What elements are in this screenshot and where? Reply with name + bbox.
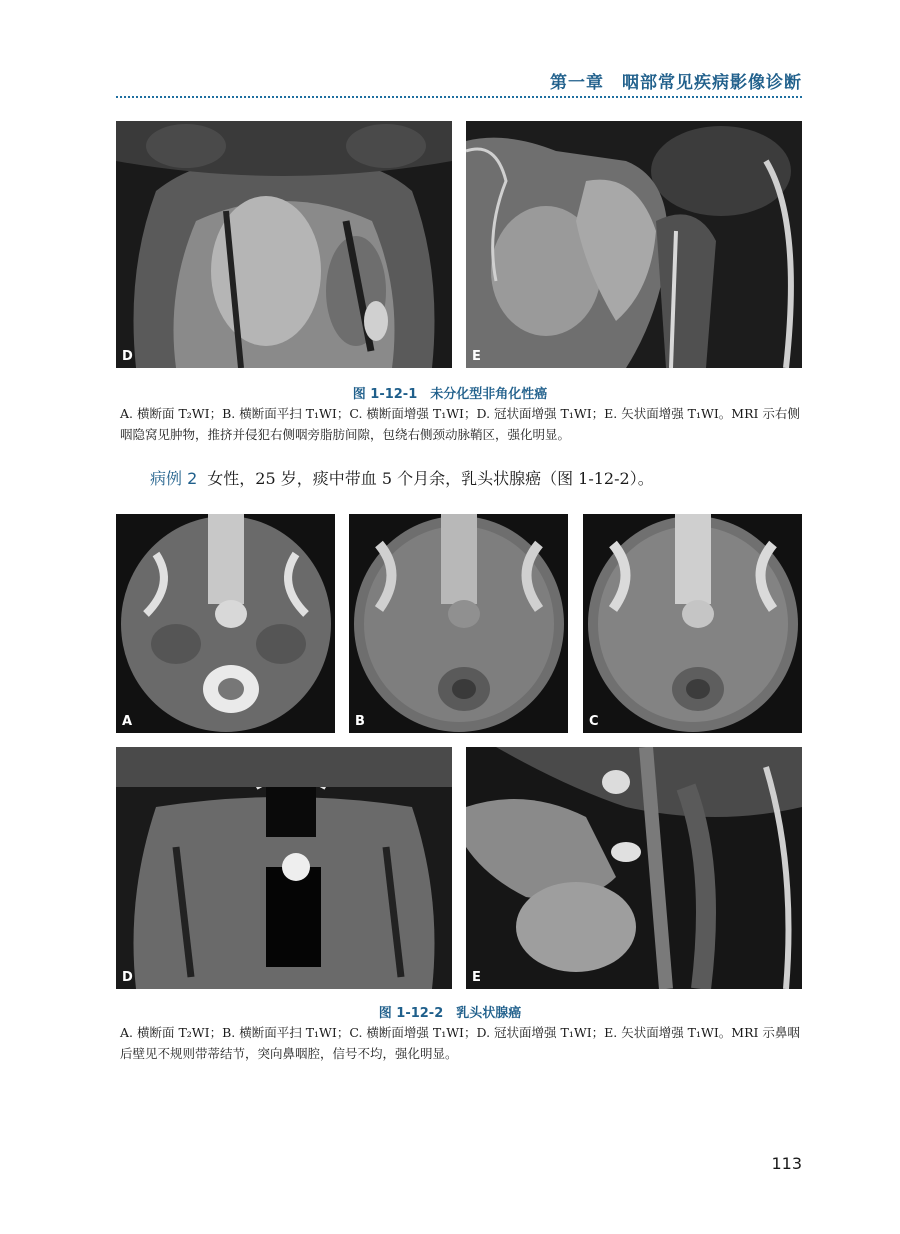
panel-label: D [122, 349, 133, 364]
case-description [150, 466, 654, 489]
case-text: 女性，25 岁，痰中带血 5 个月余，乳头状腺癌（图 1-12-2）。 [207, 469, 654, 488]
figure2-caption: A. 横断面 T₂WI；B. 横断面平扫 T₁WI；C. 横断面增强 T₁WI；D. 冠状面增强 T₁WI；E. 矢状面增强 T₁WI。MRI 示鼻咽后壁见不规则带蒂结节，突向鼻咽腔，信号不均，强化明显。 [120, 1025, 800, 1061]
case-lead: 病例 2 [150, 469, 198, 488]
figure2-title: 图 1-12-2 乳头状腺癌 [378, 1006, 522, 1021]
panel-label: B [355, 714, 365, 729]
mri-panel-2d [116, 747, 452, 989]
header-rule [116, 96, 802, 98]
mri-panel-1d [116, 121, 452, 368]
page-number: 113 [771, 1154, 802, 1173]
mri-panel-2e [466, 747, 802, 989]
mri-panel-1e [466, 121, 802, 368]
figure1-title: 图 1-12-1 未分化型非角化性癌 [352, 387, 548, 402]
panel-label: E [472, 970, 481, 985]
figure1-caption: A. 横断面 T₂WI；B. 横断面平扫 T₁WI；C. 横断面增强 T₁WI；D. 冠状面增强 T₁WI；E. 矢状面增强 T₁WI。MRI 示右侧咽隐窝见肿物，推挤并侵犯右侧咽旁脂肪间隙，包绕右侧颈动脉鞘区，强化明显。 [120, 406, 800, 442]
panel-label: E [472, 349, 481, 364]
panel-label: A [122, 714, 133, 729]
panel-label: D [122, 970, 133, 985]
chapter-header: 第一章 咽部常见疾病影像诊断 [550, 73, 802, 93]
mri-panel-2c [583, 514, 802, 733]
mri-panel-2b [349, 514, 568, 733]
mri-panel-2a [116, 514, 335, 733]
panel-label: C [589, 714, 599, 729]
